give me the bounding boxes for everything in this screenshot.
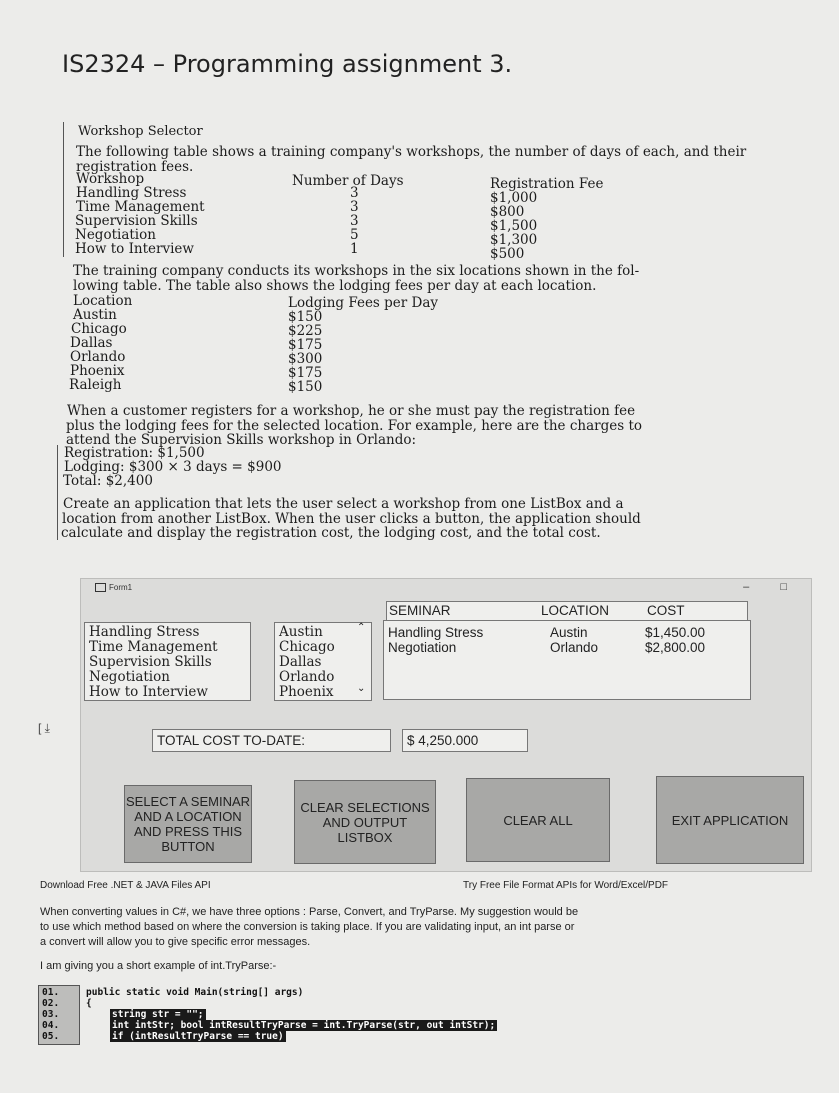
window-controls[interactable]: – □	[743, 581, 801, 593]
list-item[interactable]: Phoenix	[279, 684, 334, 700]
notes-paragraph: a convert will allow you to give specific error messages.	[40, 936, 311, 948]
workshop-name: Supervision Skills	[75, 213, 198, 229]
workshop-name: How to Interview	[75, 241, 194, 257]
notes-paragraph: to use which method based on where the conversion is taking place. If you are validating input, an int parse or	[40, 921, 575, 933]
calc-lodging: Lodging: $300 × 3 days = $900	[64, 459, 282, 475]
workshop-fee: $500	[490, 246, 525, 262]
task-paragraph: calculate and display the registration cost, the lodging cost, and the total cost.	[61, 525, 601, 541]
margin-line	[63, 122, 64, 257]
col-header-fee: Registration Fee	[490, 176, 604, 192]
output-seminar[interactable]: Negotiation	[388, 640, 457, 655]
list-item[interactable]: Time Management	[89, 639, 218, 655]
location-fee: $175	[288, 337, 323, 353]
workshop-days: 3	[350, 199, 359, 215]
workshop-name: Negotiation	[75, 227, 156, 243]
total-label: TOTAL COST TO-DATE:	[152, 729, 391, 752]
task-paragraph: Create an application that lets the user select a workshop from one ListBox and a	[63, 496, 624, 512]
location-name: Dallas	[70, 335, 113, 351]
location-name: Austin	[73, 307, 117, 323]
calc-registration: Registration: $1,500	[64, 445, 205, 461]
code-line: {	[86, 998, 92, 1009]
line-number: 03.	[42, 1009, 60, 1020]
total-value: $ 4,250.000	[402, 729, 528, 752]
example-paragraph: plus the lodging fees for the selected location. For example, here are the charges to	[66, 418, 642, 434]
col-header-location: Location	[73, 293, 133, 309]
location-fee: $300	[288, 351, 323, 367]
list-item[interactable]: Supervision Skills	[89, 654, 212, 670]
try-free-link[interactable]: Try Free File Format APIs for Word/Excel/PDF	[463, 880, 669, 891]
window-title: Form1	[95, 583, 132, 592]
download-link[interactable]: Download Free .NET & JAVA Files API	[40, 880, 211, 891]
location-name: Chicago	[71, 321, 127, 337]
location-fee: $150	[288, 309, 323, 325]
output-cost[interactable]: $2,800.00	[645, 640, 706, 655]
clear-all-button[interactable]: CLEAR ALL	[466, 778, 610, 862]
col-header-lodging: Lodging Fees per Day	[288, 295, 439, 311]
example-paragraph: attend the Supervision Skills workshop in Orlando:	[66, 432, 417, 448]
list-item[interactable]: Orlando	[279, 669, 335, 685]
output-header-row	[386, 601, 748, 622]
output-location[interactable]: Austin	[550, 625, 588, 640]
output-cost[interactable]: $1,450.00	[645, 625, 706, 640]
list-item[interactable]: How to Interview	[89, 684, 208, 700]
code-line: int intStr; bool intResultTryParse = int.TryParse(str, out intStr);	[112, 1020, 496, 1031]
scroll-up-icon[interactable]: ⌃	[357, 622, 366, 633]
workshop-name: Time Management	[76, 199, 205, 215]
workshop-days: 3	[350, 185, 359, 201]
clear-selections-button[interactable]: CLEAR SELECTIONS AND OUTPUT LISTBOX	[294, 780, 436, 864]
header-seminar: SEMINAR	[389, 603, 451, 618]
location-fee: $225	[288, 323, 323, 339]
form-icon	[95, 583, 106, 592]
line-number: 05.	[42, 1031, 60, 1042]
code-line: public static void Main(string[] args)	[86, 987, 304, 998]
calc-total: Total: $2,400	[63, 473, 153, 489]
workshop-fee: $1,300	[490, 232, 538, 248]
workshop-listbox[interactable]	[84, 622, 251, 701]
header-cost: COST	[647, 603, 685, 618]
workshop-fee: $1,500	[490, 218, 538, 234]
locations-intro: The training company conducts its workshops in the six locations shown in the fol-	[73, 263, 640, 279]
scroll-down-icon[interactable]: ⌄	[357, 683, 366, 694]
code-line: if (intResultTryParse == true)	[112, 1031, 284, 1042]
notes-paragraph: When converting values in C#, we have three options : Parse, Convert, and TryParse. My suggestion would be	[40, 906, 579, 918]
workshop-days: 1	[350, 241, 359, 257]
list-item[interactable]: Dallas	[279, 654, 322, 670]
intro-paragraph: The following table shows a training company's workshops, the number of days of each, and their registration fees.	[76, 144, 747, 175]
list-item[interactable]: Austin	[279, 624, 323, 640]
workshop-days: 3	[350, 213, 359, 229]
list-item[interactable]: Chicago	[279, 639, 335, 655]
line-number: 02.	[42, 998, 60, 1009]
locations-intro: lowing table. The table also shows the lodging fees per day at each location.	[73, 278, 597, 294]
example-paragraph: When a customer registers for a workshop, he or she must pay the registration fee	[67, 403, 636, 419]
workshop-fee: $800	[490, 204, 525, 220]
workshop-fee: $1,000	[490, 190, 538, 206]
list-item[interactable]: Handling Stress	[89, 624, 200, 640]
location-fee: $175	[288, 365, 323, 381]
section-heading: Workshop Selector	[78, 124, 203, 139]
header-location: LOCATION	[541, 603, 610, 618]
output-location[interactable]: Orlando	[550, 640, 599, 655]
workshop-name: Handling Stress	[76, 185, 187, 201]
calculate-button[interactable]: SELECT A SEMINAR AND A LOCATION AND PRESS THIS BUTTON	[124, 785, 252, 863]
list-item[interactable]: Negotiation	[89, 669, 170, 685]
document-title: IS2324 – Programming assignment 3.	[62, 50, 513, 78]
location-name: Raleigh	[69, 377, 122, 393]
line-number: 04.	[42, 1020, 60, 1031]
margin-line	[57, 445, 58, 540]
download-icon: [ ⤓	[38, 721, 50, 735]
location-name: Phoenix	[70, 363, 125, 379]
col-header-days: Number of Days	[292, 173, 404, 189]
exit-button[interactable]: EXIT APPLICATION	[656, 776, 804, 864]
col-header-workshop: Workshop	[76, 171, 145, 187]
workshop-days: 5	[350, 227, 359, 243]
location-fee: $150	[288, 379, 323, 395]
line-number: 01.	[42, 987, 60, 998]
output-seminar[interactable]: Handling Stress	[388, 625, 484, 640]
task-paragraph: location from another ListBox. When the user clicks a button, the application should	[62, 511, 641, 527]
location-name: Orlando	[70, 349, 126, 365]
notes-paragraph: I am giving you a short example of int.TryParse:-	[40, 960, 277, 972]
code-line: string str = "";	[112, 1009, 204, 1020]
